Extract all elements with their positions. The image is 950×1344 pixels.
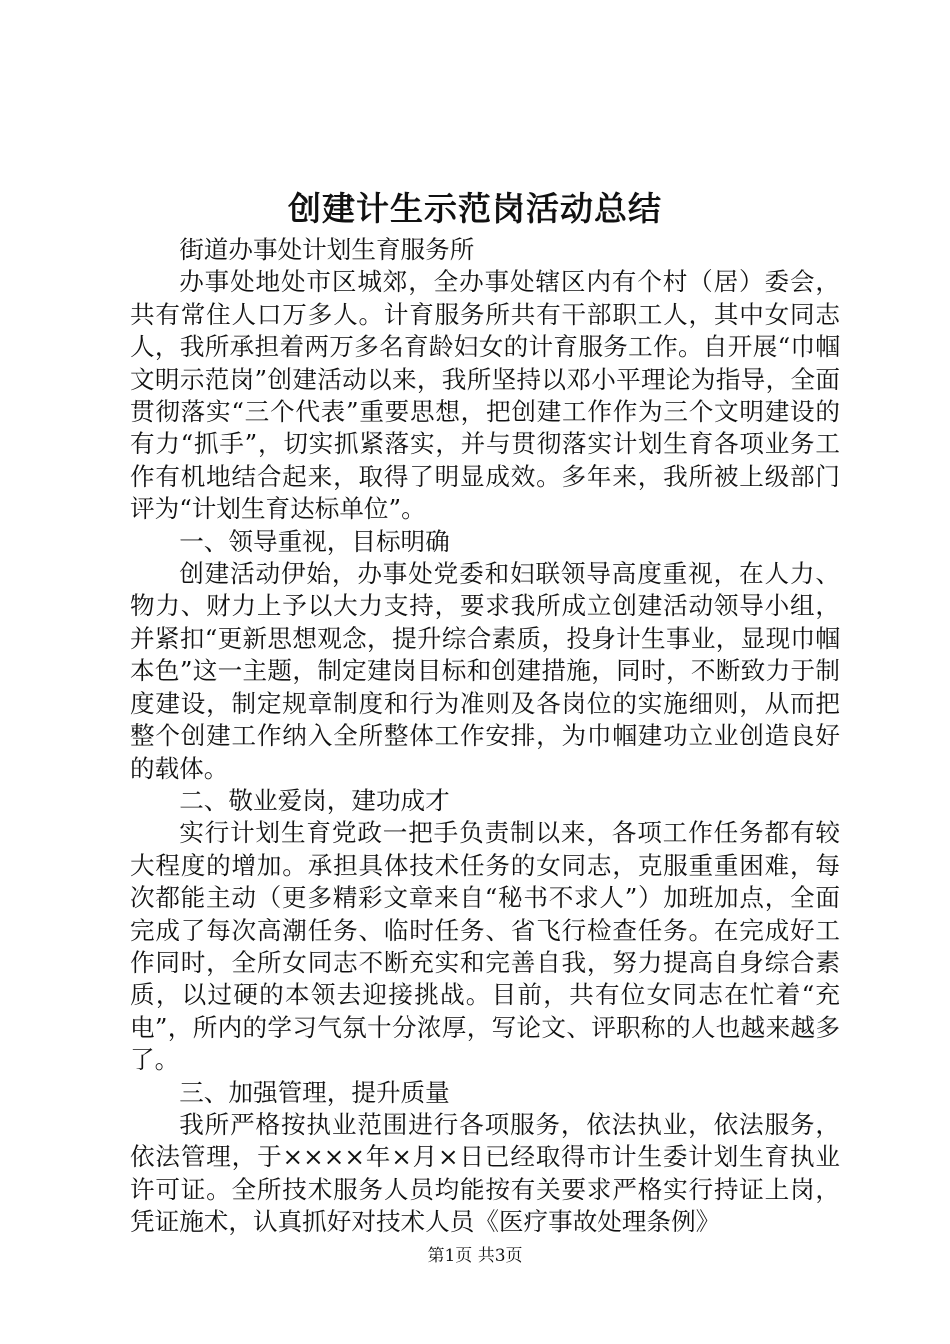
document-body [130, 234, 840, 1239]
paragraph-section-3: 我所严格按执业范围进行各项服务，依法执业，依法服务，依法管理，于××××年×月×日已经取得市计生委计划生育执业许可证。全所技术服务人员均能按有关要求严格实行持证上岗，凭证施术，认真抓好对技术人员《医疗事故处理条例》 [130, 1109, 840, 1237]
paragraph-section-2: 实行计划生育党政一把手负责制以来，各项工作任务都有较大程度的增加。承担具体技术任务的女同志，克服重重困难，每次都能主动（更多精彩文章来自“秘书不求人”）加班加点，全面完成了每次高潮任务、临时任务、省飞行检查任务。在完成好工作同时，全所女同志不断充实和完善自我，努力提高自身综合素质，以过硬的本领去迎接挑战。目前，共有位女同志在忙着“充电”，所内的学习气氛十分浓厚，写论文、评职称的人也越来越多了。 [130, 818, 840, 1075]
section-heading-2: 二、敬业爱岗，建功成才 [179, 785, 450, 815]
document-title: 创建计生示范岗活动总结 [288, 189, 662, 228]
paragraph-intro: 办事处地处市区城郊，全办事处辖区内有个村（居）委会，共有常住人口万多人。计育服务所共有干部职工人，其中女同志人，我所承担着两万多名育龄妇女的计育服务工作。自开展“巾帼文明示范岗”创建活动以来，我所坚持以邓小平理论为指导，全面贯彻落实“三个代表”重要思想，把创建工作作为三个文明建设的有力“抓手”，切实抓紧落实，并与贯彻落实计划生育各项业务工作有机地结合起来，取得了明显成效。多年来，我所被上级部门评为“计划生育达标单位”。 [130, 267, 840, 524]
section-heading-3: 三、加强管理，提升质量 [179, 1077, 450, 1107]
section-heading-1: 一、领导重视，目标明确 [179, 526, 450, 556]
paragraph-organization: 街道办事处计划生育服务所 [179, 235, 475, 264]
page-number-footer: 第1页 共3页 [427, 1246, 523, 1266]
paragraph-section-1: 创建活动伊始，办事处党委和妇联领导高度重视，在人力、物力、财力上予以大力支持，要求我所成立创建活动领导小组，并紧扣“更新思想观念，提升综合素质，投身计生事业，显现巾帼本色”这一主题，制定建岗目标和创建措施，同时，不断致力于制度建设，制定规章制度和行为准则及各岗位的实施细则，从而把整个创建工作纳入全所整体工作安排，为巾帼建功立业创造良好的载体。 [130, 559, 840, 783]
